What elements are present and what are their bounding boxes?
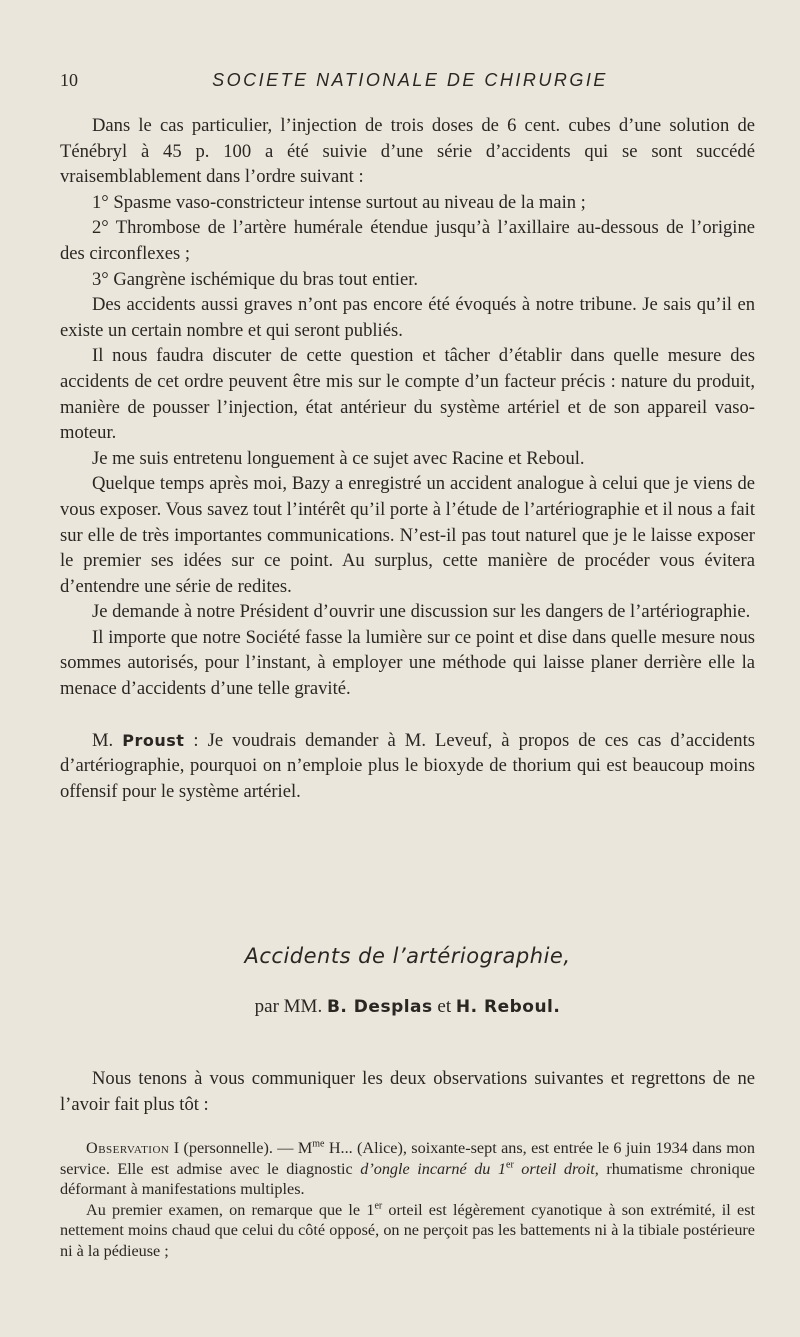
page-header [60,70,760,96]
speaker-prefix: M. [92,729,123,751]
paragraph: Il importe que notre Société fasse la lumière sur ce point et dise dans quelle mesure nous sommes autorisés, pour l’instant, à employer une méthode qui laisse planer derrière elle la menace d’accidents d’une telle gravité. [60,626,755,700]
paragraph: Quelque temps après moi, Bazy a enregistré un accident analogue à celui que je viens de vous exposer. Vous savez tout l’intérêt qu’il porte à l’étude de l’artériographie et il nous a fait sur elle de très importantes communications. N’est-il pas tout naturel que je le laisse exposer le premier ses idées sur ce point. Au surplus, cette manière de procéder vous évitera d’entendre une série de redites. [60,473,755,597]
diagnosis-italic: orteil droit [513,1159,595,1178]
paragraph: Je me suis entretenu longuement à ce sujet avec Racine et Reboul. [92,447,585,469]
speaker-name: Proust [122,730,185,750]
observation-text-run: Au premier examen, on remarque que le 1 [86,1200,375,1219]
observation-number: I (personnelle). — M [169,1139,313,1157]
article-title: Accidents de l’artériographie, [244,944,571,968]
observation-text-run: H... (Alice), soixante-sept ans, est entrée le 6 juin 1934 dans mon service. Elle est admise avec le diagnostic [60,1139,755,1178]
observation-text [60,1138,755,1261]
speaker-text: : Je voudrais demander à M. Leveuf, à propos de ces cas d’accidents d’artériographie, pourquoi on n’emploie plus le bioxyde de thorium qui est beaucoup moins offensif pour le système artériel. [60,729,755,802]
observation-text-run: orteil est légèrement cyanotique à son extrémité, il est nettement moins chaud que celui du côté opposé, on ne perçoit pas les battements ni à la tibiale postérieure ni à la pédieuse ; [60,1200,755,1260]
paragraph: Des accidents aussi graves n’ont pas encore été évoqués à notre tribune. Je sais qu’il en existe un certain nombre et qui seront publiés. [60,294,755,341]
observation-text-run: , rhumatisme chronique déformant à manifestations multiples. [60,1159,755,1198]
paragraph: Dans le cas particulier, l’injection de trois doses de 6 cent. cubes d’une solution de Ténébryl à 45 p. 100 a été suivie d’une série d’accidents qui se sont succédé vraisemblablement dans l’ordre suivant : [60,115,755,188]
byline [60,996,755,1018]
list-item: 2° Thrombose de l’artère humérale étendue jusqu’à l’axillaire au-dessous de l’origine des circonflexes ; [60,217,755,264]
page-number: 10 [60,70,78,90]
paragraph: Il nous faudra discuter de cette question et tâcher d’établir dans quelle mesure des accidents de cet ordre peuvent être mis sur le compte d’un facteur précis : nature du produit, manière de pousser l’injection, état antérieur du système artériel et de son appareil vaso-moteur. [60,345,755,444]
article-intro [60,1066,755,1117]
byline-and: et [432,996,456,1017]
running-head: SOCIETE NATIONALE DE CHIRURGIE [212,70,608,90]
superscript: er [506,1159,514,1171]
observation-paragraph [60,1200,755,1262]
byline-prefix: par MM. [254,996,327,1017]
diagnosis-italic: d’ongle incarné du 1 [360,1159,506,1178]
speaker-paragraph [60,728,755,805]
body-text [60,113,755,804]
list-item: 3° Gangrène ischémique du bras tout entier. [92,268,419,290]
author-name: B. Desplas [326,997,433,1017]
author-name: H. Reboul. [455,997,561,1017]
observation-paragraph [60,1138,755,1200]
superscript: er [374,1200,383,1212]
paragraph: Nous tenons à vous communiquer les deux observations suivantes et regrettons de ne l’avoir fait plus tôt : [60,1068,755,1115]
observation-label: Observation [86,1139,170,1157]
paragraph: Je demande à notre Président d’ouvrir une discussion sur les dangers de l’artériographie. [92,601,751,623]
superscript: me [312,1138,325,1150]
list-item: 1° Spasme vaso-constricteur intense surtout au niveau de la main ; [92,191,586,213]
